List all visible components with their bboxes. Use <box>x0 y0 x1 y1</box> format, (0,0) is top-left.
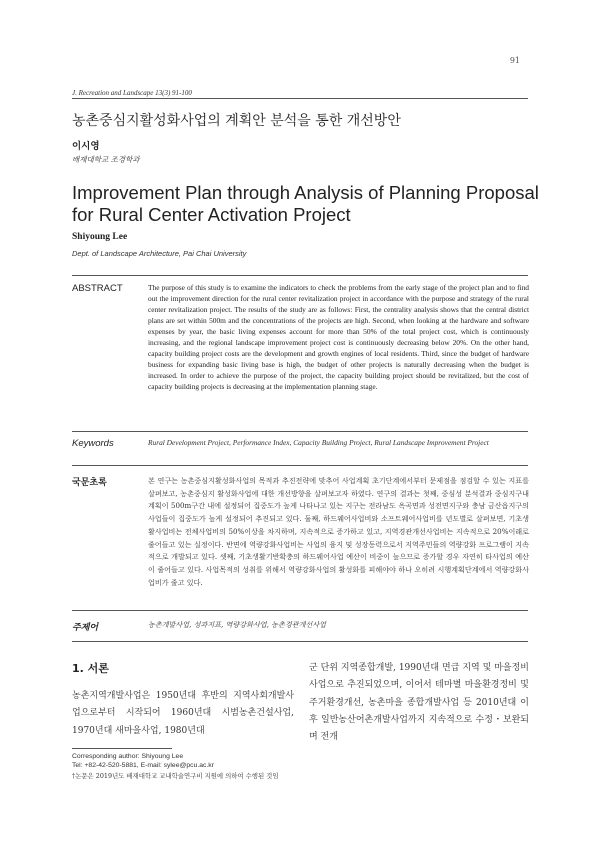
korean-abstract-divider <box>72 465 528 466</box>
footnote-divider <box>72 748 172 749</box>
english-author: Shiyoung Lee <box>72 232 128 242</box>
section-divider <box>72 641 528 642</box>
footnote-funding: †논문은 2019년도 배재대학교 교내학술연구비 지원에 의하여 수행된 것임 <box>72 772 279 780</box>
header-divider <box>72 98 528 99</box>
english-title: Improvement Plan through Analysis of Planning Proposal for Rural Center Activation Project <box>72 182 539 225</box>
korean-abstract-label: 국문초록 <box>72 478 107 488</box>
keywords-text: Rural Development Project, Performance Index, Capacity Building Project, Rural Landscape Improvement Project <box>148 438 489 447</box>
topics-divider <box>72 610 528 611</box>
korean-abstract-text: 본 연구는 농촌중심지활성화사업의 목적과 추진전략에 맞추어 사업계획 초기단계에서부터 문제점을 점검할 수 있는 지표를 살펴보고, 농촌중심지 활성화사업에 대한 개선방향을 살펴보고자 하였다. 연구의 결과는 첫째, 중심성 분석결과 중심지구내 계획이 500m구간 내에 설정되어 집중도가 높게 나타나고 있는 지구는 전라남도 옥곡면과 성전면지구와 충남 금산읍지구의 사업들이 집중도가 높게 설정되어 추진되고 있다. 둘째, 하드웨어사업비와 소프트웨어사업비를 년도별로 살펴보면, 기초생활사업비는 전체사업비의 50%이상을 차지하며, 지속적으로 증가하고 있고, 지역경관개선사업비는 지속적으로 20%이래로 줄어들고 있는 실정이다. 반면에 역량강화사업비는 사업의 융지 및 성장동력으로서 지역주민들의 역량강화 프로그램이 지속적으로 개발되고 있다. 셋째, 기초생활기반확충의 하드웨어사업 예산이 비중이 높으므로 증가할 경우 자연히 타사업의 예산이 줄어들고 있다. 사업목적의 성취를 위해서 역량강화사업의 활성화를 피해야야 하나 오히려 시행계획단계에서 역량강화사업비가 줄고 있다. <box>148 476 529 587</box>
abstract-divider <box>72 275 528 276</box>
page-number: 91 <box>509 56 520 65</box>
section-title: 1. 서론 <box>72 662 109 675</box>
korean-author: 이시영 <box>72 141 100 152</box>
topics-text: 농촌개발사업, 성과지표, 역량강화사업, 농촌경관개선사업 <box>148 620 326 629</box>
body-column-right: 군 단위 지역종합개발, 1990년대 면급 지역 및 마을정비사업으로 추진되었으며, 이어서 테마별 마을환경정비 및 주거환경개선, 농촌마을 종합개발사업 등 2010년대 이후 일반농산어촌개발사업까지 지속적으로 수정・보완되며 전개 <box>309 663 529 743</box>
body-column-left: 농촌지역개발사업은 1950년대 후반의 지역사회개발사업으로부터 시작되어 1960년대 시범농촌건설사업, 1970년대 새마을사업, 1980년대 <box>72 691 294 736</box>
footnote-corresponding: Corresponding author: Shiyoung Lee <box>72 753 184 760</box>
keywords-divider <box>72 431 528 432</box>
english-affiliation: Dept. of Landscape Architecture, Pai Chai University <box>72 249 247 258</box>
journal-citation: J. Recreation and Landscape 13(3) 91-100 <box>72 89 192 97</box>
abstract-label: ABSTRACT <box>72 283 123 294</box>
korean-title: 농촌중심지활성화사업의 계획안 분석을 통한 개선방안 <box>72 113 401 129</box>
korean-affiliation: 배재대학교 조경학과 <box>72 155 140 164</box>
abstract-text: The purpose of this study is to examine the indicators to check the problems from the early stage of the project plan and to find out the improvement direction for the rural center revitalization project in accordance with the purpose and strategy of the rural center revitalization project. The results of the study are as follows: First, the centrality analysis shows that the central district plans are set within 500m and the concentrations of the projects are high. Second, when looking at the hardware and software expenses by year, the basic living expenses account for more than 50% of the total project cost, which is continuously increasing, and the regional landscape improvement project cost is continuously decreasing below 20%. On the other hand, capacity building project costs are the development and growth engines of local residents. Third, since the budget of hardware business for expanding basic living base is high, the budget of other projects is naturally decreasing when the budget is increased. In order to achieve the purpose of the project, the capacity building project should be revitalized, but the cost of capacity building projects is decreasing at the implementation planning stage. <box>148 283 529 391</box>
keywords-label: Keywords <box>72 438 114 449</box>
topics-label: 주제어 <box>72 623 99 633</box>
footnote-contact: Tel: +82-42-520-5881, E-mail: sylee@pcu.ac.kr <box>72 762 214 769</box>
